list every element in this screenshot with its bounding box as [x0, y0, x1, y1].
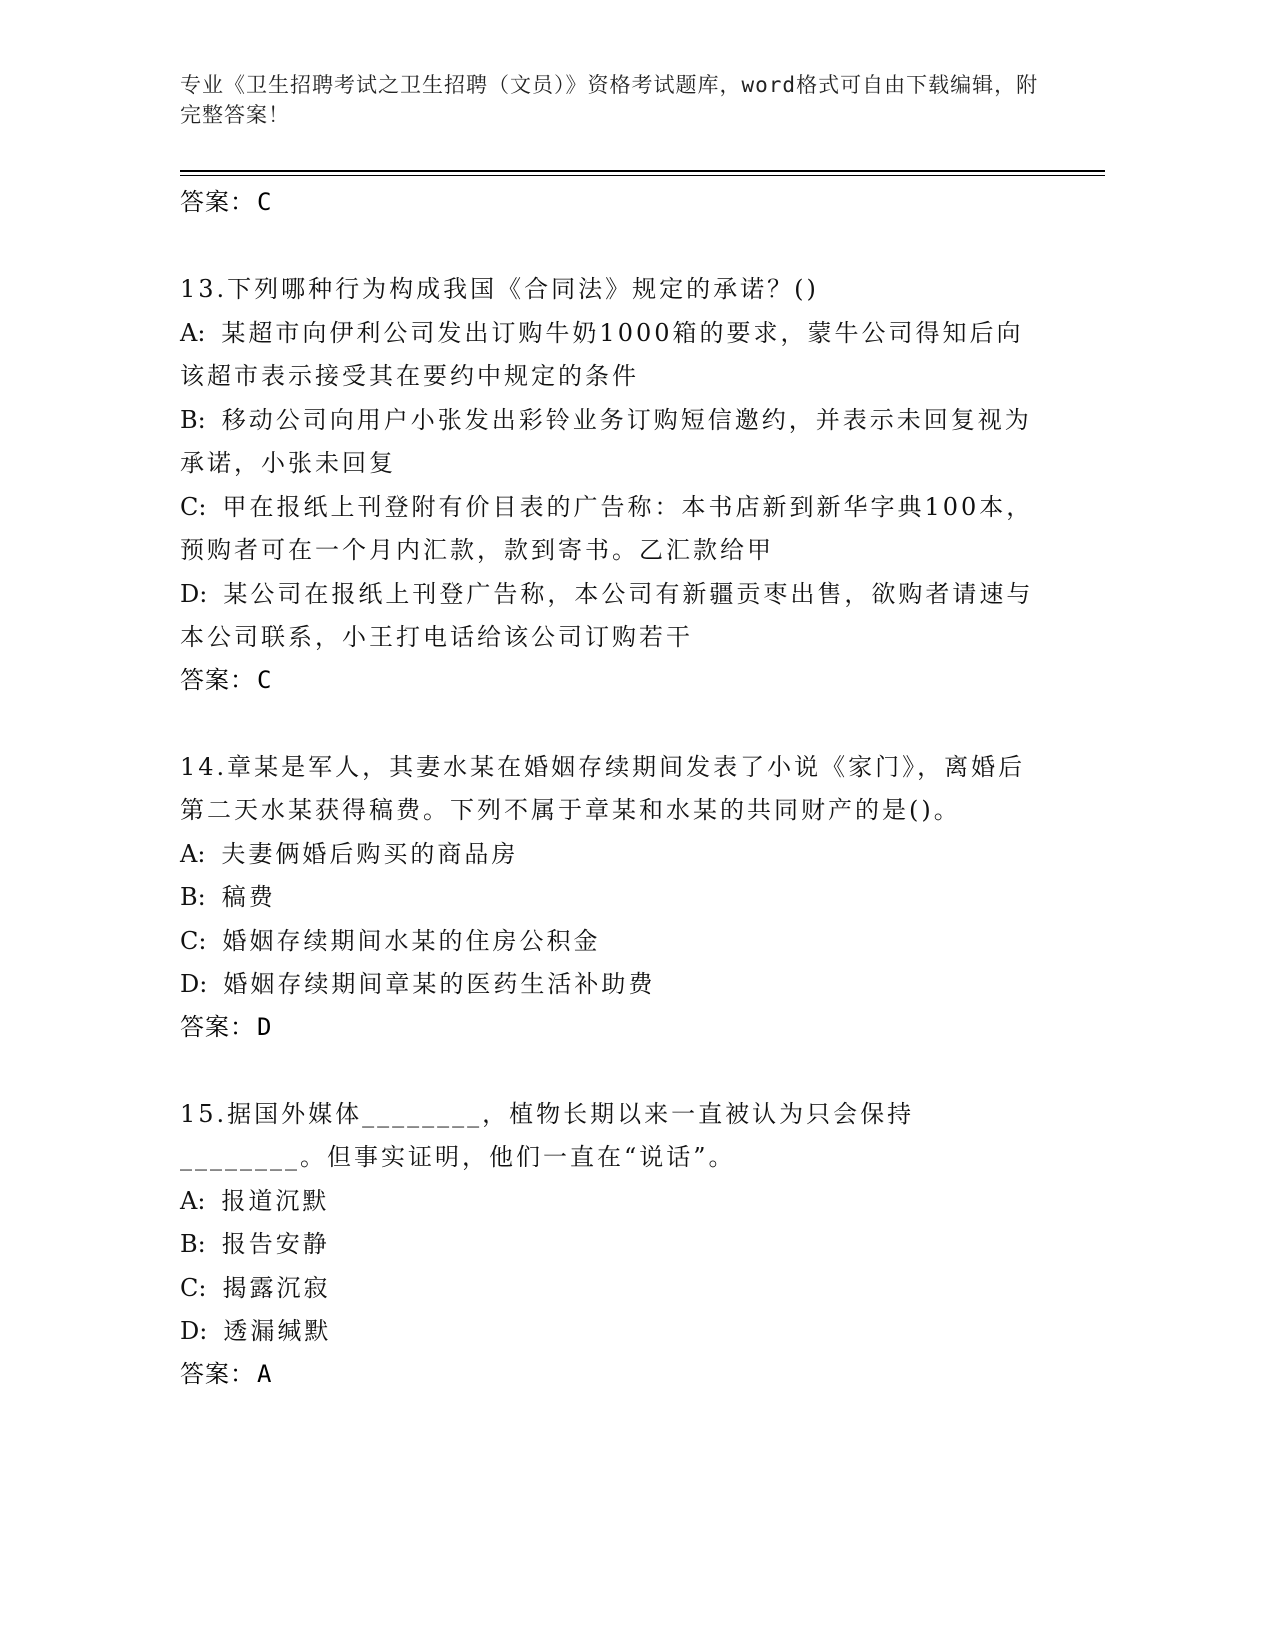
option-key: C: [180, 1273, 207, 1302]
option-text: 某超市向伊利公司发出订购牛奶1000箱的要求，蒙牛公司得知后向该超市表示接受其在要约中规定的条件 [180, 318, 1024, 390]
answer-line [180, 1354, 1105, 1394]
answer-line [180, 182, 1105, 222]
question-block-14 [180, 746, 1105, 1047]
option-text: 某公司在报纸上刊登广告称，本公司有新疆贡枣出售，欲购者请速与本公司联系，小王打电话给该公司订购若干 [180, 579, 1034, 651]
header-divider-thin [180, 175, 1105, 176]
answer-line [180, 1007, 1105, 1047]
option-c [180, 920, 1040, 964]
answer-value: C [257, 188, 273, 216]
option-key: C: [180, 492, 207, 521]
option-text: 移动公司向用户小张发出彩铃业务订购短信邀约，并表示未回复视为承诺，小张未回复 [180, 405, 1032, 477]
option-key: B: [180, 1230, 206, 1258]
question-stem: 13.下列哪种行为构成我国《合同法》规定的承诺？() [180, 275, 819, 303]
header-divider-thick [180, 170, 1105, 172]
option-text: 婚姻存续期间章某的医药生活补助费 [223, 970, 656, 998]
option-text: 揭露沉寂 [222, 1273, 331, 1302]
answer-line [180, 660, 1105, 700]
option-key: B: [180, 883, 206, 911]
question-block-15 [180, 1093, 1105, 1394]
option-key: D: [180, 1317, 208, 1345]
option-b [180, 876, 1040, 920]
answer-label: 答案： [180, 1359, 255, 1388]
question-stem: 14.章某是军人，其妻水某在婚姻存续期间发表了小说《家门》，离婚后第二天水某获得稿费。下列不属于章某和水某的共同财产的是()。 [180, 752, 1026, 824]
option-text: 夫妻俩婚后购买的商品房 [221, 839, 519, 868]
question-stem: 15.据国外媒体________，植物长期以来一直被认为只会保持________。但事实证明，他们一直在“说话”。 [180, 1099, 915, 1171]
option-b [180, 399, 1040, 486]
option-key: D: [180, 970, 208, 998]
option-key: A: [180, 839, 206, 868]
option-c [180, 486, 1040, 573]
option-a [180, 1180, 1040, 1224]
answer-value: D [257, 1012, 273, 1041]
answer-label: 答案： [180, 1012, 255, 1041]
answer-label: 答案： [180, 188, 255, 216]
option-a [180, 312, 1040, 399]
document-header: 专业《卫生招聘考试之卫生招聘（文员）》资格考试题库，word格式可自由下载编辑，附完整答案！ [180, 73, 1039, 127]
option-text: 婚姻存续期间水某的住房公积金 [222, 926, 601, 955]
option-text: 报道沉默 [221, 1186, 330, 1215]
option-d [180, 573, 1040, 660]
option-key: C: [180, 926, 207, 955]
option-key: B: [180, 405, 206, 434]
document-page [180, 0, 1105, 1650]
answer-value: C [257, 665, 273, 694]
option-d [180, 1310, 1040, 1354]
option-key: D: [180, 579, 208, 608]
option-text: 透漏缄默 [223, 1317, 332, 1345]
option-c [180, 1267, 1040, 1311]
option-text: 甲在报纸上刊登附有价目表的广告称：本书店新到新华字典100本，预购者可在一个月内汇款，款到寄书。乙汇款给甲 [180, 492, 1034, 564]
option-text: 稿费 [221, 883, 276, 911]
option-key: A: [180, 1186, 206, 1215]
option-b [180, 1223, 1040, 1267]
question-block-13 [180, 268, 1105, 700]
question-list [180, 182, 1105, 1394]
option-d [180, 963, 1040, 1007]
option-text: 报告安静 [221, 1230, 330, 1258]
answer-label: 答案： [180, 665, 255, 694]
option-key: A: [180, 318, 206, 347]
option-a [180, 833, 1040, 877]
answer-value: A [257, 1359, 273, 1388]
